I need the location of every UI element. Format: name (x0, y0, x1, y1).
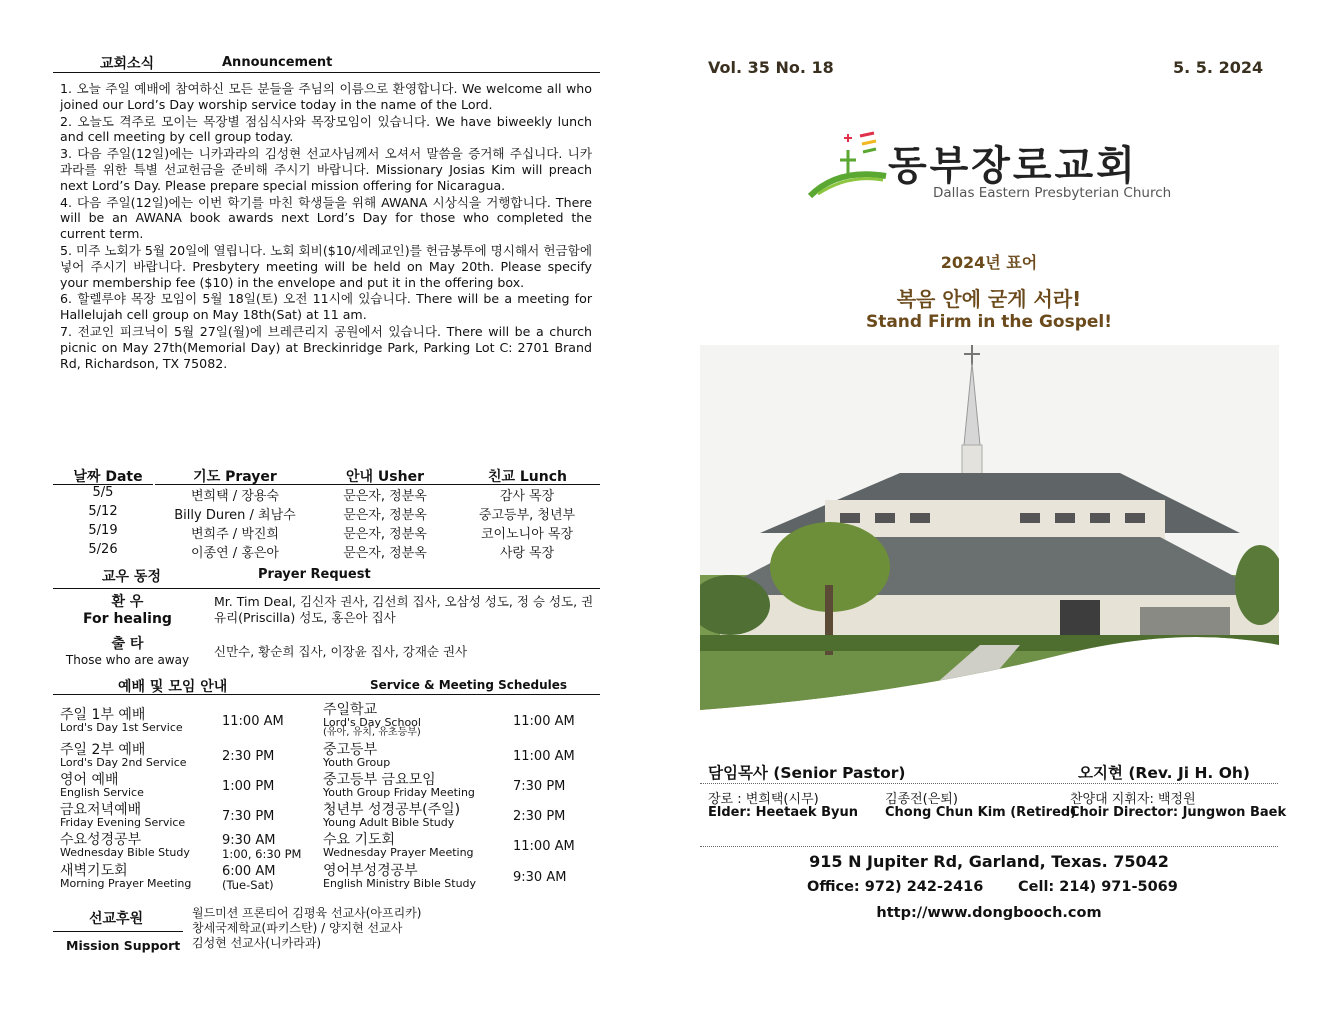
announcement-list (60, 81, 592, 372)
church-name-ko: 동부장로교회 (888, 143, 1138, 189)
schedule-time: 1:00 PM (222, 779, 275, 794)
healing-label-ko: 환 우 (111, 594, 144, 610)
elder-en-retired: Chong Chun Kim (Retired) (885, 805, 1077, 820)
missionary-item: 창세국제학교(파키스탄) / 양지현 선교사 (192, 921, 403, 935)
duty-cell: 5/12 (88, 504, 118, 519)
motto-en: Stand Firm in the Gospel! (865, 312, 1113, 332)
website-link[interactable]: http://www.dongbooch.com (876, 905, 1102, 921)
announcement-item: 1. 오늘 주일 예배에 참여하신 모든 분들을 주님의 이름으로 환영합니다. We welcome all who joined our Lord’s Day worship service today in the name of the Lord. (60, 81, 592, 112)
elder-ko: 장로 : 변희택(시무) (708, 792, 819, 807)
announcement-item: 3. 다음 주일(12일)에는 니카과라의 김성현 선교사님께서 오셔서 말씀을 증거해 주십니다. 니카과라를 위한 특별 선교헌금을 준비해 주시기 바랍니다. Missionary Josias Kim will preach next Lord’s Day. Please prepare special mission offering for Nicaragua. (60, 146, 592, 193)
schedule-time: 7:30 PM (222, 809, 275, 824)
church-building-image (700, 345, 1279, 715)
schedule-item: 주일학교 Lord's Day School (유아, 유치, 유초등부) (323, 702, 421, 738)
away-names: 신만수, 황순희 집사, 이장윤 집사, 강재순 권사 (214, 644, 468, 659)
office-phone: Office: 972) 242-2416 (807, 879, 984, 895)
schedule-item: 새벽기도회 Morning Prayer Meeting (60, 863, 192, 890)
church-address: 915 N Jupiter Rd, Garland, Texas. 75042 (809, 852, 1169, 871)
divider (53, 588, 600, 589)
duty-header-date: 날짜 Date (73, 469, 143, 485)
motto-ko: 복음 안에 굳게 서라! (896, 287, 1082, 311)
schedule-item: 중고등부 Youth Group (323, 742, 391, 769)
duty-cell: 문은자, 정분옥 (343, 508, 427, 523)
church-name-en: Dallas Eastern Presbyterian Church (933, 185, 1172, 201)
elder-ko-retired: 김종전(은퇴) (885, 792, 958, 807)
schedule-item: 금요저녁예배 Friday Evening Service (60, 802, 186, 829)
missionary-list (192, 906, 421, 951)
choir-director-ko: 찬양대 지휘자: 백정원 (1070, 792, 1196, 807)
schedule-time: 11:00 AM (513, 839, 575, 854)
prayer-title-ko: 교우 동정 (102, 569, 161, 585)
cross-hill-icon (808, 128, 888, 203)
duty-cell: 중고등부, 청년부 (478, 508, 576, 523)
duty-header-usher: 안내 Usher (346, 469, 424, 485)
cell-phone: Cell: 214) 971-5069 (1018, 879, 1178, 895)
pastor-name: 오지현 (Rev. Ji H. Oh) (1078, 764, 1250, 782)
sched-title-ko: 예배 및 모임 안내 (118, 679, 228, 695)
divider (53, 931, 183, 932)
divider (700, 783, 1278, 784)
duty-cell: 변희주 / 박진희 (191, 527, 279, 542)
duty-cell: 코이노니아 목장 (480, 527, 574, 542)
schedule-time: 1:00, 6:30 PM (222, 847, 302, 861)
duty-cell: 문은자, 정분옥 (343, 527, 427, 542)
schedule-time: 11:00 AM (222, 714, 284, 729)
announce-title-ko: 교회소식 (100, 56, 155, 72)
schedule-item: 주일 2부 예배 Lord's Day 2nd Service (60, 742, 187, 769)
announcement-item: 5. 미주 노회가 5월 20일에 열립니다. 노회 회비($10/세례교인)를 헌금봉투에 명시해서 헌금함에 넣어 주시기 바랍니다. Presbytery meeting will be held on May 20th. Please specify your membership fee ($10) in the envelope and put it in the offering box. (60, 242, 592, 290)
healing-label-en: For healing (83, 611, 172, 627)
elder-en: Elder: Heetaek Byun (708, 805, 858, 820)
schedule-item: 수요성경공부 Wednesday Bible Study (60, 832, 190, 859)
schedule-item: 중고등부 금요모임 Youth Group Friday Meeting (323, 772, 475, 799)
duty-cell: 문은자, 정분옥 (343, 546, 427, 561)
motto-year: 2024년 표어 (940, 253, 1038, 272)
schedule-time: 11:00 AM (513, 749, 575, 764)
schedule-time: (Tue-Sat) (222, 878, 274, 892)
duty-cell: 문은자, 정분옥 (343, 489, 427, 504)
duty-header-lunch: 친교 Lunch (487, 469, 568, 485)
announcement-item: 6. 할렐루야 목장 모임이 5월 18일(토) 오전 11시에 있습니다. There will be a meeting for Hallelujah cell group on May 18th(Sat) at 11 am. (60, 291, 592, 323)
missionary-item: 김성현 선교사(니카라과) (192, 936, 322, 950)
volume-number: Vol. 35 No. 18 (708, 58, 834, 77)
schedule-item: 청년부 성경공부(주일) Young Adult Bible Study (323, 802, 461, 829)
schedule-item: 수요 기도회 Wednesday Prayer Meeting (323, 832, 474, 859)
schedule-time: 2:30 PM (513, 809, 566, 824)
duty-cell: 이종연 / 홍은아 (191, 546, 279, 561)
duty-cell: 변희택 / 장용숙 (191, 489, 279, 504)
away-label-ko: 출 타 (111, 636, 144, 652)
duty-cell: 5/5 (92, 485, 114, 500)
mission-title-ko: 선교후원 (89, 911, 144, 927)
sched-title-en: Service & Meeting Schedules (370, 678, 568, 692)
choir-director-en: Choir Director: Jungwon Baek (1070, 805, 1287, 820)
announce-title-en: Announcement (222, 55, 333, 70)
prayer-title-en: Prayer Request (258, 567, 371, 582)
schedule-time: 6:00 AM (222, 864, 276, 879)
schedule-time: 9:30 AM (513, 870, 567, 885)
away-label-en: Those who are away (65, 653, 190, 667)
duty-cell: Billy Duren / 최남수 (174, 508, 296, 523)
church-logo (808, 128, 1188, 208)
divider (700, 846, 1278, 847)
schedule-item: 영어 예배 English Service (60, 772, 144, 799)
schedule-time: 7:30 PM (513, 779, 566, 794)
duty-cell: 사랑 목장 (499, 546, 555, 561)
duty-header-prayer: 기도 Prayer (193, 469, 277, 485)
schedule-time: 11:00 AM (513, 714, 575, 729)
schedule-item: 영어부성경공부 English Ministry Bible Study (323, 863, 477, 890)
announcement-item: 2. 오늘도 격주로 모이는 목장별 점심식사와 목장모임이 있습니다. We have biweekly lunch and cell meeting by cell group today. (60, 113, 592, 145)
schedule-time: 9:30 AM (222, 833, 276, 848)
duty-cell: 5/19 (88, 523, 118, 538)
duty-cell: 감사 목장 (499, 489, 555, 504)
announcement-item: 7. 전교인 피크닉이 5월 27일(월)에 브레큰리지 공원에서 있습니다. There will be a church picnic on May 27th(Memorial Day) at Breckinridge Park, Parking Lot C: 2701 Brand Rd, Richardson, TX 75082. (60, 323, 592, 371)
divider (53, 72, 600, 73)
pastor-label: 담임목사 (Senior Pastor) (708, 764, 906, 782)
announcement-item: 4. 다음 주일(12일)에는 이번 학기를 마친 학생들을 위해 AWANA 시상식을 거행합니다. There will be an AWANA book awards next Lord’s Day for those who completed the current term. (60, 194, 592, 242)
duty-cell: 5/26 (88, 542, 118, 557)
mission-title-en: Mission Support (66, 938, 181, 953)
healing-names: Mr. Tim Deal, 김신자 권사, 김선희 집사, 오삼성 성도, 정 승 성도, 권유리(Priscilla) 성도, 홍은아 집사 (214, 594, 594, 625)
issue-date: 5. 5. 2024 (1173, 58, 1264, 77)
missionary-item: 월드미션 프론티어 김평육 선교사(아프리카) (192, 906, 422, 920)
divider (53, 694, 600, 695)
schedule-item: 주일 1부 예배 Lord's Day 1st Service (60, 707, 183, 734)
schedule-time: 2:30 PM (222, 749, 275, 764)
